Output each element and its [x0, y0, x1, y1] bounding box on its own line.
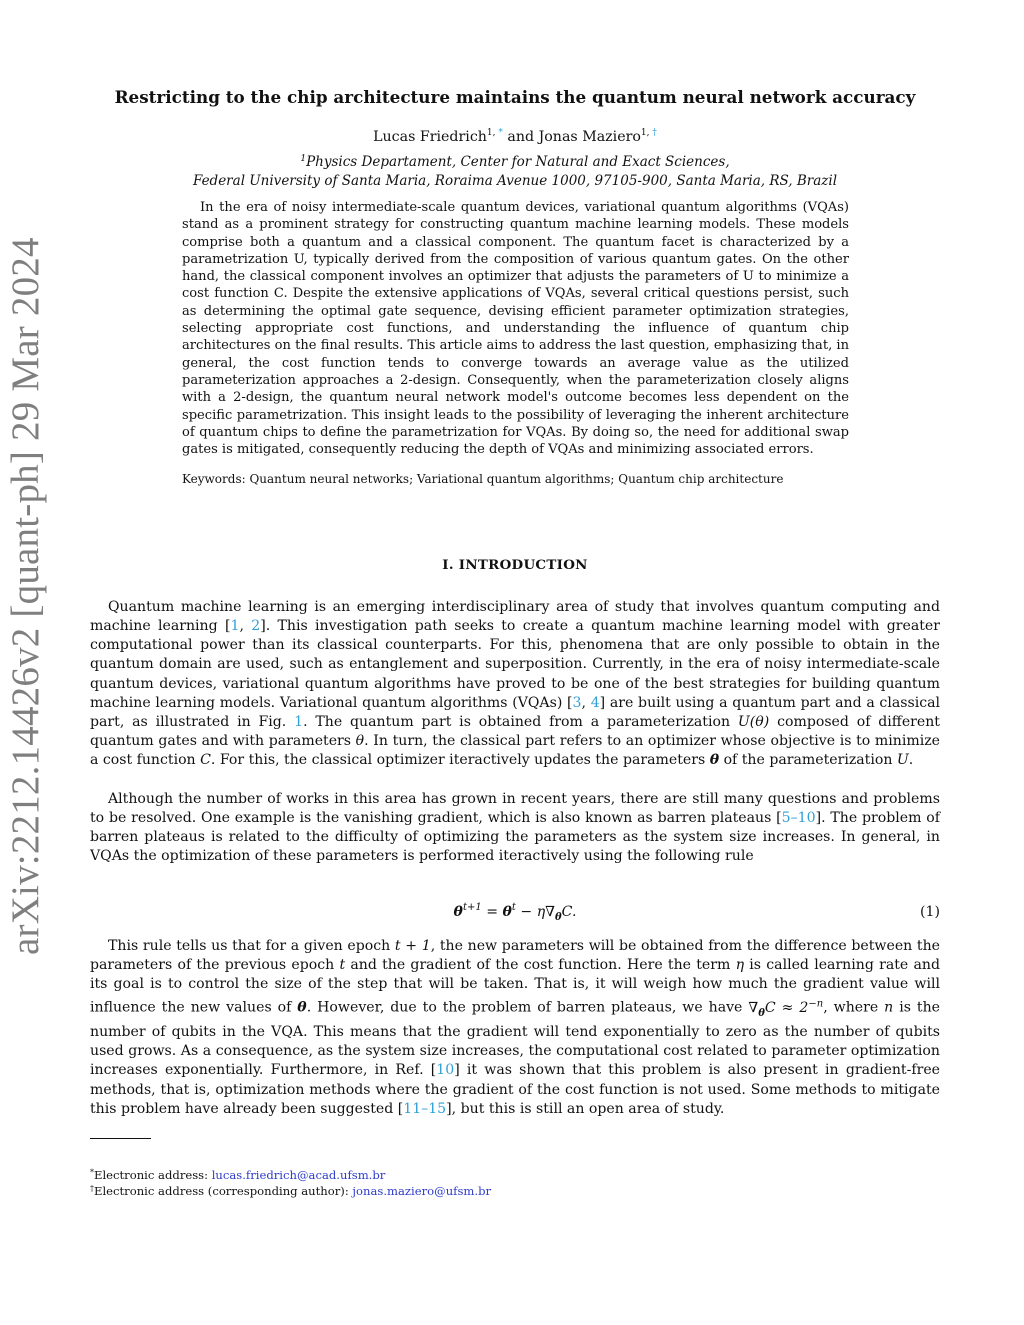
section-heading: I. INTRODUCTION: [442, 557, 588, 573]
equation-number: (1): [920, 904, 940, 920]
affiliation-line: Federal University of Santa Maria, Roraima Avenue 1000, 97105-900, Santa Maria, RS, Brazil: [192, 173, 838, 189]
author-affiliation-mark: 1, †: [640, 128, 657, 138]
citation-link[interactable]: 1: [230, 618, 240, 635]
citation-link[interactable]: 5–10: [781, 810, 816, 827]
body-paragraph: This rule tells us that for a given epoch t + 1, the new parameters will be obtained from the difference between the parameters of the previous epoch t and the gradient of the cost function. Here the term η is called learning rate and its goal is to control the size of the step that will be taken. That is, it will weigh how much the gradient value will influence the new values of θ. However, due to the problem of barren plateaus, we have $\nabla_\theta C \approx 2^{-n}$, where n is the number of qubits in the VQA. This means that the gradient will tend exponentially to zero as the number of qubits used grows. As a consequence, as the system size increases, the computational cost related to parameter optimization increases exponentially. Furthermore, in Ref. [10] it was shown that this problem is also present in gradient-free methods, that is, optimization methods where the gradient of the cost function is not used. Some methods to mitigate this problem have already been suggested [11–15], but this is still an open area of study.: [90, 938, 941, 1117]
math-inline: U(θ): [737, 713, 770, 730]
footnote-mark: *: [90, 1168, 94, 1177]
footnote-divider: [90, 1138, 151, 1139]
affiliation: [90, 153, 940, 191]
equation-body: $\theta^{t+1} = \theta^t - \eta\nabla_\theta C$.: [453, 902, 577, 923]
author-line: [90, 127, 940, 147]
citation-link[interactable]: 3: [572, 694, 582, 711]
math-inline: t: [339, 957, 346, 974]
body-paragraph: Quantum machine learning is an emerging interdisciplinary area of study that involves quantum computing and machine learning [1, 2]. This investigation path seeks to create a quantum machine learning model with greater computational power than its classical counterparts. For this, phenomena that are only possible to obtain in the quantum domain are used, such as entanglement and superposition. Currently, in the era of noisy intermediate-scale quantum devices, variational quantum algorithms have proved to be one of the best strategies for building quantum machine learning models. Variational quantum algorithms (VQAs) [3, 4] are built using a quantum part and a classical part, as illustrated in Fig. 1. The quantum part is obtained from a parameterization U(θ) composed of different quantum gates and with parameters θ. In turn, the classical part refers to an optimizer whose objective is to minimize a cost function C. For this, the classical optimizer iteractively updates the parameters θ of the parameterization U.: [90, 599, 941, 769]
affiliation-line: $^1$Physics Departament, Center for Natural and Exact Sciences,: [300, 154, 730, 170]
arxiv-identifier-stamp[interactable]: arXiv:2212.14426v2 [quant-ph] 29 Mar 2024: [4, 237, 47, 955]
math-inline: t + 1: [394, 938, 431, 954]
footnote-link[interactable]: *: [498, 128, 503, 138]
math-inline: n: [884, 1000, 894, 1017]
author-name: Jonas Maziero: [538, 129, 641, 145]
math-inline: θ: [355, 733, 365, 750]
body-paragraph: Although the number of works in this area has grown in recent years, there are still many questions and problems to be resolved. One example is the vanishing gradient, which is also known as barren plateaus [5–10]. The problem of barren plateaus is related to the difficulty of optimizing the parameters as the system size increases. In general, in VQAs the optimization of these parameters is performed iteractively using the following rule: [90, 791, 940, 865]
footnote-link[interactable]: †: [652, 128, 657, 138]
math-inline: θ: [297, 1000, 307, 1017]
math-inline: U: [896, 752, 909, 769]
email-link[interactable]: jonas.maziero@ufsm.br: [352, 1184, 492, 1198]
author-connector: and: [502, 129, 539, 145]
citation-link[interactable]: 11–15: [403, 1100, 447, 1117]
paper-title: Restricting to the chip architecture maintains the quantum neural network accuracy: [114, 87, 916, 107]
citation-link[interactable]: 10: [436, 1062, 455, 1079]
author-name: Lucas Friedrich: [373, 129, 487, 145]
keywords: Keywords: Quantum neural networks; Variational quantum algorithms; Quantum chip architecture: [182, 472, 784, 486]
math-inline: C: [200, 752, 211, 769]
math-inline: η: [735, 957, 745, 974]
email-link[interactable]: lucas.friedrich@acad.ufsm.br: [211, 1168, 386, 1182]
math-inline: θ: [709, 752, 720, 769]
author-affiliation-mark: 1, *: [486, 128, 503, 138]
math-inline: $\nabla_\theta C \approx 2^{-n}$: [748, 998, 824, 1019]
footnote: *Electronic address: lucas.friedrich@acad.ufsm.br: [90, 1168, 386, 1182]
citation-link[interactable]: 4: [590, 694, 600, 711]
figure-link[interactable]: 1: [294, 713, 304, 730]
citation-link[interactable]: 2: [251, 618, 261, 635]
footnote-mark: †: [90, 1184, 94, 1193]
abstract: In the era of noisy intermediate-scale quantum devices, variational quantum algorithms (VQAs) stand as a prominent strategy for constructing quantum machine learning models. These models comprise both a quantum and a classical component. The quantum facet is characterized by a parametrization U, typically derived from the composition of various quantum gates. On the other hand, the classical component involves an optimizer that adjusts the parameters of U to minimize a cost function C. Despite the extensive applications of VQAs, several critical questions persist, such as determining the optimal gate sequence, devising efficient parameter optimization strategies, selecting appropriate cost functions, and understanding the influence of quantum chip architectures on the final results. This article aims to address the last question, emphasizing that, in general, the cost function tends to converge towards an average value as the utilized parameterization approaches a 2-design. Consequently, when the parameterization closely aligns with a 2-design, the quantum neural network model's outcome becomes less dependent on the specific parametrization. This insight leads to the possibility of leveraging the inherent architecture of quantum chips to define the parametrization for VQAs. By doing so, the need for additional swap gates is mitigated, consequently reducing the depth of VQAs and minimizing associated errors.: [182, 200, 849, 458]
affiliation-mark: 1: [300, 154, 307, 164]
footnote: †Electronic address (corresponding author): jonas.maziero@ufsm.br: [90, 1184, 492, 1198]
equation-1: [90, 901, 940, 923]
